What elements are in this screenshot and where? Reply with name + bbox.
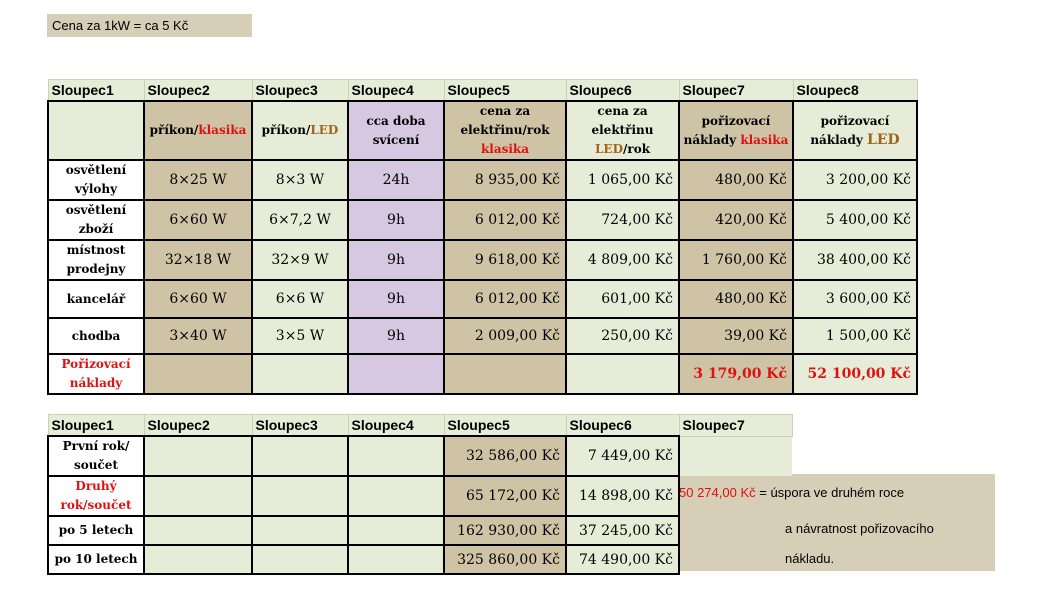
cell[interactable]: 74 490,00 Kč bbox=[566, 545, 679, 574]
cell[interactable] bbox=[144, 354, 252, 394]
cell[interactable]: 14 898,00 Kč bbox=[566, 476, 679, 516]
cell[interactable]: 8 935,00 Kč bbox=[444, 160, 566, 200]
cell[interactable]: 6×60 W bbox=[144, 280, 252, 318]
cell[interactable]: 9 618,00 Kč bbox=[444, 240, 566, 280]
cell[interactable] bbox=[566, 354, 679, 394]
cell[interactable]: 9h bbox=[348, 318, 444, 354]
cell[interactable] bbox=[144, 545, 252, 574]
table2-header-row bbox=[48, 415, 792, 437]
savings-text: = úspora ve druhém roce bbox=[755, 485, 905, 500]
row-label[interactable]: chodba bbox=[48, 318, 144, 354]
cell[interactable] bbox=[252, 436, 348, 476]
total-row bbox=[48, 354, 917, 394]
cell[interactable]: cena za elektřinu LED/rok bbox=[566, 101, 679, 160]
cell[interactable]: 6×6 W bbox=[252, 280, 348, 318]
column-header[interactable]: Sloupec5 bbox=[444, 80, 566, 102]
table-row bbox=[48, 200, 917, 240]
cell[interactable] bbox=[252, 476, 348, 516]
table-row bbox=[48, 318, 917, 354]
cell[interactable]: 3 600,00 Kč bbox=[793, 280, 917, 318]
cell[interactable]: příkon/klasika bbox=[144, 101, 252, 160]
row-label[interactable]: po 10 letech bbox=[48, 545, 144, 574]
cell[interactable] bbox=[679, 516, 792, 545]
cell[interactable]: příkon/LED bbox=[252, 101, 348, 160]
table1-subheader-row bbox=[48, 101, 917, 160]
cell[interactable]: 724,00 Kč bbox=[566, 200, 679, 240]
total-led[interactable]: 52 100,00 Kč bbox=[793, 354, 917, 394]
cell[interactable] bbox=[348, 516, 444, 545]
table1-header-row bbox=[48, 80, 917, 102]
cell[interactable]: 420,00 Kč bbox=[679, 200, 793, 240]
savings-line-1 bbox=[679, 485, 904, 500]
cell[interactable]: 162 930,00 Kč bbox=[444, 516, 566, 545]
cell[interactable]: 1 065,00 Kč bbox=[566, 160, 679, 200]
cell[interactable]: 6 012,00 Kč bbox=[444, 280, 566, 318]
column-header[interactable]: Sloupec5 bbox=[444, 415, 566, 437]
table-row bbox=[48, 240, 917, 280]
lighting-cost-table bbox=[47, 79, 918, 395]
cell[interactable] bbox=[252, 354, 348, 394]
cell[interactable] bbox=[348, 476, 444, 516]
cell[interactable]: 32×18 W bbox=[144, 240, 252, 280]
table-row bbox=[48, 280, 917, 318]
row-label[interactable]: Druhý rok/součet bbox=[48, 476, 144, 516]
cell[interactable]: 32 586,00 Kč bbox=[444, 436, 566, 476]
column-header[interactable]: Sloupec3 bbox=[252, 80, 348, 102]
column-header[interactable]: Sloupec7 bbox=[679, 415, 792, 437]
column-header[interactable]: Sloupec2 bbox=[144, 80, 252, 102]
cell[interactable]: pořizovací náklady LED bbox=[793, 101, 917, 160]
cell[interactable]: 3×40 W bbox=[144, 318, 252, 354]
cell[interactable]: 6×7,2 W bbox=[252, 200, 348, 240]
column-header[interactable]: Sloupec4 bbox=[348, 415, 444, 437]
cell[interactable]: 6 012,00 Kč bbox=[444, 200, 566, 240]
cell[interactable]: 8×3 W bbox=[252, 160, 348, 200]
row-label[interactable]: po 5 letech bbox=[48, 516, 144, 545]
cell[interactable] bbox=[144, 476, 252, 516]
cell[interactable]: 3 200,00 Kč bbox=[793, 160, 917, 200]
column-header[interactable]: Sloupec4 bbox=[348, 80, 444, 102]
table-row bbox=[48, 436, 792, 476]
cell[interactable]: 9h bbox=[348, 200, 444, 240]
cell[interactable]: 39,00 Kč bbox=[679, 318, 793, 354]
cell[interactable] bbox=[348, 545, 444, 574]
cell[interactable]: 5 400,00 Kč bbox=[793, 200, 917, 240]
cell[interactable]: 6×60 W bbox=[144, 200, 252, 240]
cell[interactable]: 65 172,00 Kč bbox=[444, 476, 566, 516]
cell[interactable] bbox=[679, 436, 792, 476]
cell[interactable]: 37 245,00 Kč bbox=[566, 516, 679, 545]
column-header[interactable]: Sloupec1 bbox=[48, 415, 144, 437]
table-row bbox=[48, 516, 792, 545]
row-label[interactable]: kancelář bbox=[48, 280, 144, 318]
cell[interactable]: 1 760,00 Kč bbox=[679, 240, 793, 280]
cell[interactable] bbox=[679, 545, 792, 574]
total-label[interactable]: Pořizovací náklady bbox=[48, 354, 144, 394]
savings-line-2: a návratnost pořizovacího bbox=[785, 521, 934, 536]
price-note: Cena za 1kW = ca 5 Kč bbox=[47, 14, 252, 37]
column-header[interactable]: Sloupec8 bbox=[793, 80, 917, 102]
column-header[interactable]: Sloupec6 bbox=[566, 415, 679, 437]
row-label[interactable]: místnost prodejny bbox=[48, 240, 144, 280]
savings-value: 50 274,00 Kč bbox=[679, 485, 756, 500]
cell[interactable]: 480,00 Kč bbox=[679, 280, 793, 318]
cell[interactable]: 24h bbox=[348, 160, 444, 200]
cell[interactable]: 480,00 Kč bbox=[679, 160, 793, 200]
cell[interactable] bbox=[144, 436, 252, 476]
total-klasika[interactable]: 3 179,00 Kč bbox=[679, 354, 793, 394]
cell[interactable]: 250,00 Kč bbox=[566, 318, 679, 354]
cell[interactable] bbox=[48, 101, 144, 160]
cell[interactable]: pořizovací náklady klasika bbox=[679, 101, 793, 160]
cell[interactable] bbox=[144, 516, 252, 545]
cell[interactable]: 3×5 W bbox=[252, 318, 348, 354]
cell[interactable]: 38 400,00 Kč bbox=[793, 240, 917, 280]
cell[interactable]: 325 860,00 Kč bbox=[444, 545, 566, 574]
cell[interactable]: cca doba svícení bbox=[348, 101, 444, 160]
cell[interactable]: 9h bbox=[348, 240, 444, 280]
row-label[interactable]: První rok/ součet bbox=[48, 436, 144, 476]
row-label[interactable]: osvětlení výlohy bbox=[48, 160, 144, 200]
cell[interactable]: 7 449,00 Kč bbox=[566, 436, 679, 476]
cell[interactable]: 601,00 Kč bbox=[566, 280, 679, 318]
row-label[interactable]: osvětlení zboží bbox=[48, 200, 144, 240]
cell[interactable]: 2 009,00 Kč bbox=[444, 318, 566, 354]
cell[interactable]: 32×9 W bbox=[252, 240, 348, 280]
column-header[interactable]: Sloupec7 bbox=[679, 80, 793, 102]
cell[interactable]: 9h bbox=[348, 280, 444, 318]
cell[interactable] bbox=[252, 516, 348, 545]
column-header[interactable]: Sloupec1 bbox=[48, 80, 144, 102]
savings-line-3: nákladu. bbox=[785, 551, 835, 566]
cell[interactable] bbox=[348, 354, 444, 394]
column-header[interactable]: Sloupec2 bbox=[144, 415, 252, 437]
cell[interactable] bbox=[444, 354, 566, 394]
column-header[interactable]: Sloupec3 bbox=[252, 415, 348, 437]
cell[interactable]: 4 809,00 Kč bbox=[566, 240, 679, 280]
cell[interactable]: cena za elektřinu/rok klasika bbox=[444, 101, 566, 160]
cell[interactable]: 8×25 W bbox=[144, 160, 252, 200]
cell[interactable] bbox=[348, 436, 444, 476]
cell[interactable]: 1 500,00 Kč bbox=[793, 318, 917, 354]
table-row bbox=[48, 160, 917, 200]
column-header[interactable]: Sloupec6 bbox=[566, 80, 679, 102]
cell[interactable] bbox=[252, 545, 348, 574]
table-row bbox=[48, 545, 792, 574]
